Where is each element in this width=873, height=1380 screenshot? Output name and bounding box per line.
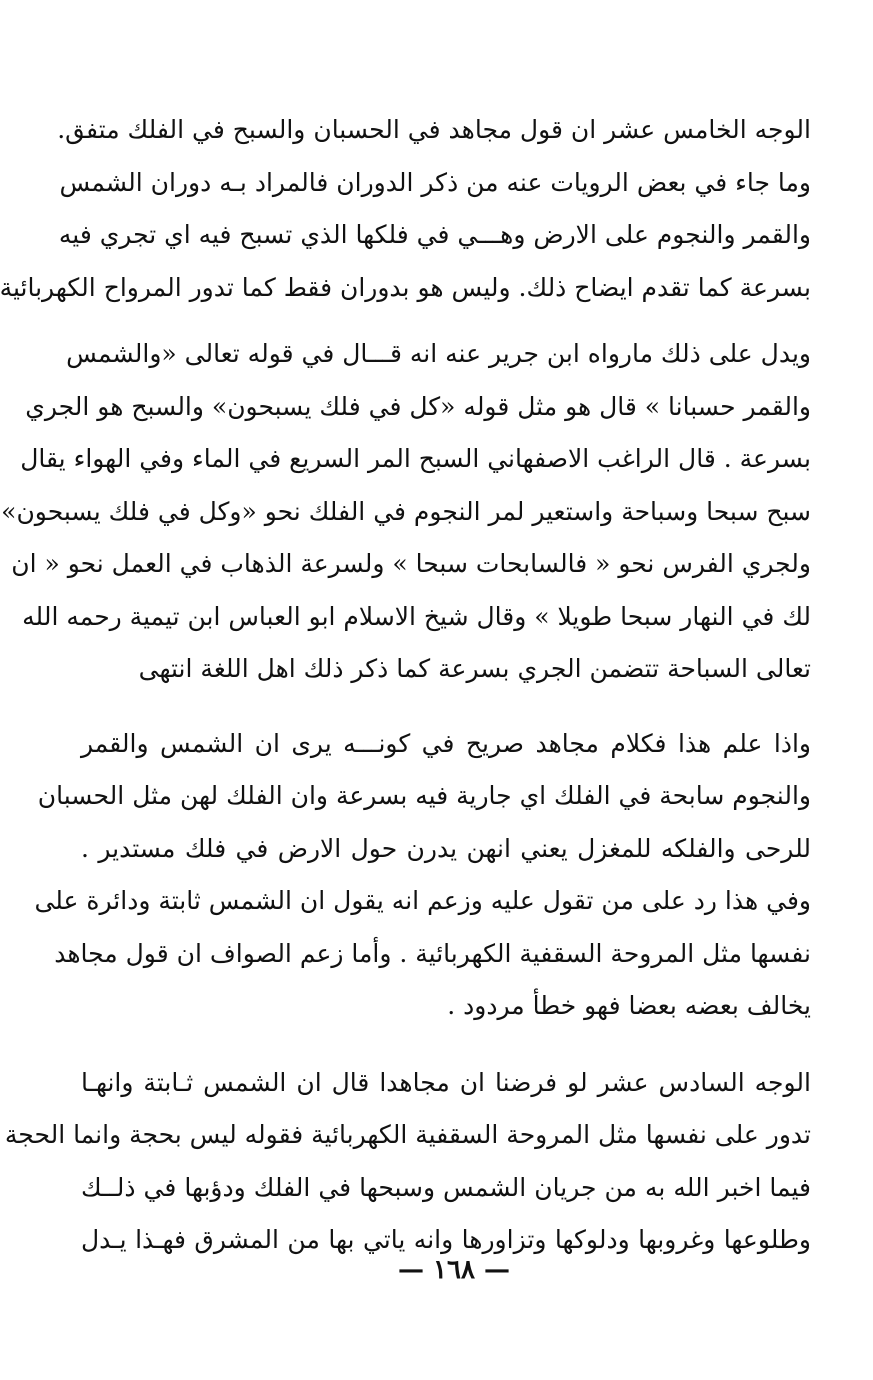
page-number: — ١٦٨ — <box>397 1255 511 1285</box>
text-line: تعالى السباحة تتضمن الجري بسرعة كما ذكر ذلك اهل اللغة انتهى <box>138 654 811 683</box>
text-line: للرحى والفلكه للمغزل يعني انهن يدرن حول الارض في فلك مستدير . <box>81 833 811 863</box>
text-line: نفسها مثل المروحة السقفية الكهربائية . وأما زعم الصواف ان قول مجاهد <box>54 938 811 968</box>
body-text <box>0 104 811 1267</box>
text-line: واذا علم هذا فكلام مجاهد صريح في كونـــه يرى ان الشمس والقمر <box>81 728 811 758</box>
text-line: بسرعة . قال الراغب الاصفهاني السبح المر السريع في الماء وفي الهواء يقال <box>20 444 811 473</box>
paragraph-ibn-jarir <box>1 328 811 696</box>
paragraph-16th-aspect <box>4 1057 811 1267</box>
paragraph-mujahid <box>34 718 811 1033</box>
text-line: بسرعة كما تقدم ايضاح ذلك. وليس هو بدوران فقط كما تدور المرواح الكهربائية <box>0 272 811 302</box>
text-line: الوجه الخامس عشر ان قول مجاهد في الحسبان والسبح في الفلك متفق. <box>57 115 811 144</box>
text-line: وطلوعها وغروبها ودلوكها وتزاورها وانه ياتي بها من المشرق فهـذا يـدل <box>81 1225 811 1254</box>
text-line: والنجوم سابحة في الفلك اي جارية فيه بسرعة وان الفلك لهن مثل الحسبان <box>37 781 811 810</box>
text-line: فيما اخبر الله به من جريان الشمس وسبحها في الفلك ودؤبها في ذلــك <box>81 1172 811 1202</box>
text-line: الوجه السادس عشر لو فرضنا ان مجاهدا قال ان الشمس ثـابتة وانهـا <box>81 1067 811 1097</box>
text-line: يخالف بعضه بعضا فهو خطأ مردود . <box>447 991 811 1020</box>
text-line: وفي هذا رد على من تقول عليه وزعم انه يقول ان الشمس ثابتة ودائرة على <box>34 886 811 915</box>
text-line: ولجري الفرس نحو « فالسابحات سبحا » ولسرعة الذهاب في العمل نحو « ان <box>11 549 811 578</box>
text-line: سبح سبحا وسباحة واستعير لمر النجوم في الفلك نحو «وكل في فلك يسبحون» <box>1 496 811 526</box>
text-line: والقمر والنجوم على الارض وهـــي في فلكها الذي تسبح فيه اي تجري فيه <box>58 220 811 249</box>
text-line: لك في النهار سبحا طويلا » وقال شيخ الاسلام ابو العباس ابن تيمية رحمه الله <box>22 601 811 631</box>
text-line: وما جاء في بعض الرويات عنه من ذكر الدوران فالمراد بـه دوران الشمس <box>59 167 811 197</box>
text-line: والقمر حسبانا » قال هو مثل قوله «كل في فلك يسبحون» والسبح هو الجري <box>25 391 811 421</box>
text-line: تدور على نفسها مثل المروحة السقفية الكهربائية فقوله ليس بحجة وانما الحجة <box>4 1120 811 1149</box>
text-line: ويدل على ذلك مارواه ابن جرير عنه انه قـــال في قوله تعالى «والشمس <box>66 339 811 368</box>
paragraph-15th-aspect <box>0 104 811 314</box>
